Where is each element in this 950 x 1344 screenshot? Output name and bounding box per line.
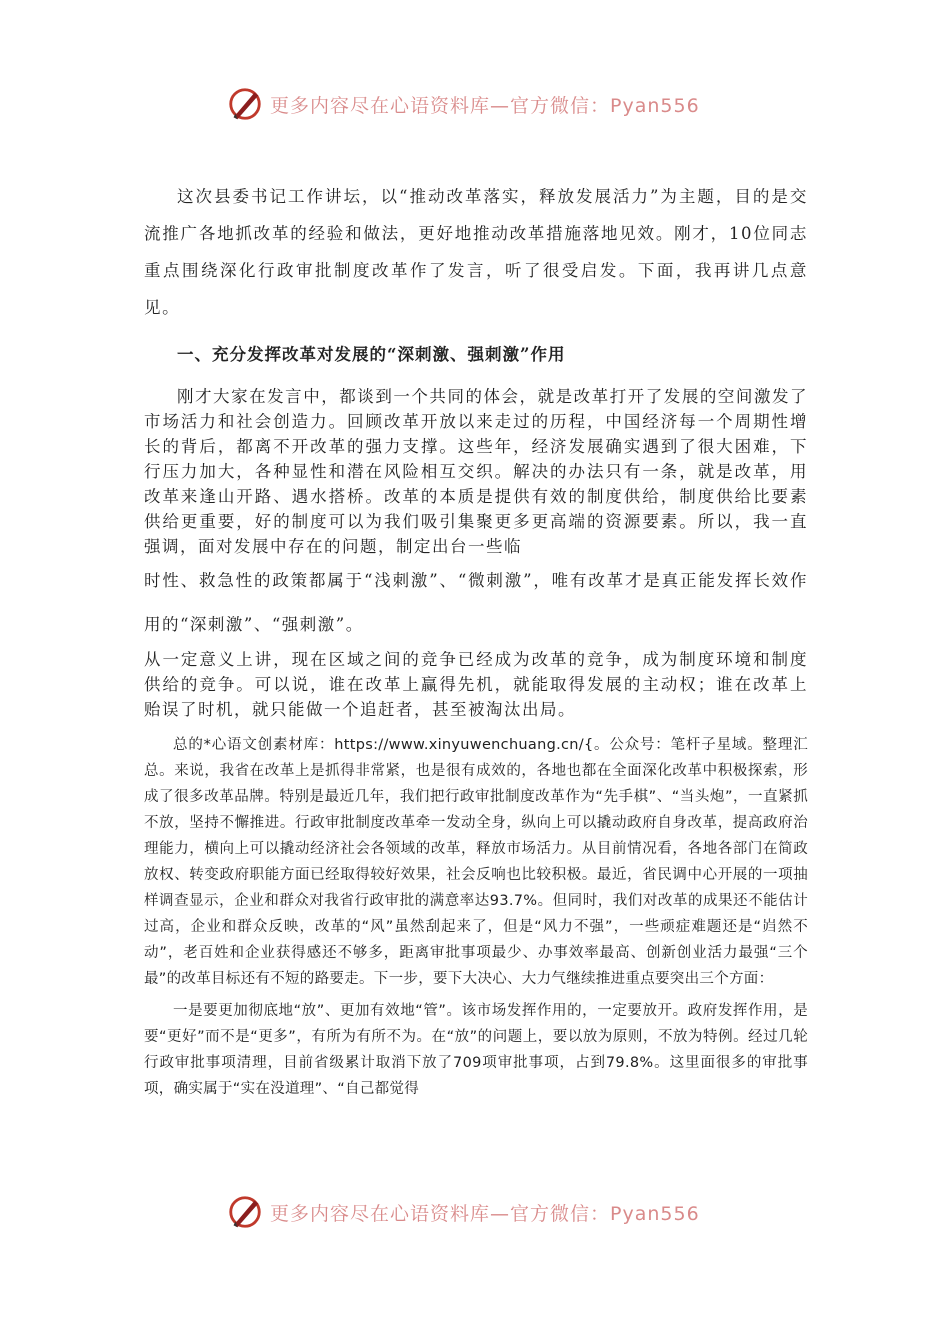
document-body — [144, 178, 808, 1102]
watermark-banner-top — [226, 82, 700, 126]
watermark-banner-bottom — [226, 1190, 700, 1234]
pen-logo-icon — [226, 85, 264, 123]
section-1-heading: 一、充分发挥改革对发展的“深刺激、强刺激”作用 — [177, 345, 566, 364]
section-1-text-a: 刚才大家在发言中，都谈到一个共同的体会，就是改革打开了发展的空间激发了市场活力和社会创造力。回顾改革开放以来走过的历程，中国经济每一个周期性增长的背后，都离不开改革的强力支撑。这些年，经济发展确实遇到了很大困难，下行压力加大，各种显性和潜在风险相互交织。解决的办法只有一条，就是改革，用改革来逢山开路、遇水搭桥。改革的本质是提供有效的制度供给，制度供给比要素供给更重要，好的制度可以为我们吸引集聚更多更高端的资源要素。所以，我一直强调，面对发展中存在的问题，制定出台一些临 — [144, 387, 808, 556]
section-1-paragraph — [144, 384, 808, 722]
section-1-text-c: 从一定意义上讲，现在区域之间的竞争已经成为改革的竞争，成为制度环境和制度供给的竞争。可以说，谁在改革上赢得先机，就能取得发展的主动权；谁在改革上贻误了时机，就只能做一个追赶者，甚至被淘汰出局。 — [144, 650, 808, 719]
watermark-text: 更多内容尽在心语资料库—官方微信：Pyan556 — [270, 1202, 700, 1225]
watermark-text: 更多内容尽在心语资料库—官方微信：Pyan556 — [270, 94, 700, 117]
section-1-text-b: 时性、救急性的政策都属于“浅刺激”、“微刺激”，唯有改革才是真正能发挥长效作用的“深刺激”、“强刺激”。 — [144, 571, 808, 634]
pen-logo-icon — [226, 1193, 264, 1231]
intro-paragraph: 这次县委书记工作讲坛，以“推动改革落实，释放发展活力”为主题，目的是交流推广各地抓改革的经验和做法，更好地推动改革措施落地见效。刚才，10位同志重点围绕深化行政审批制度改革作了发言，听了很受启发。下面，我再讲几点意见。 — [144, 187, 808, 317]
paragraph-2: 总的*心语文创素材库：https://www.xinyuwenchuang.cn/{。公众号：笔杆子星域。整理汇总。来说，我省在改革上是抓得非常紧，也是很有成效的，各地也都在全面深化改革中积极探索，形成了很多改革品牌。特别是最近几年，我们把行政审批制度改革作为“先手棋”、“当头炮”，一直紧抓不放，坚持不懈推进。行政审批制度改革牵一发动全身，纵向上可以撬动政府自身改革，提高政府治理能力，横向上可以撬动经济社会各领域的改革，释放市场活力。从目前情况看，各地各部门在简政放权、转变政府职能方面已经取得较好效果，社会反响也比较积极。最近，省民调中心开展的一项抽样调查显示，企业和群众对我省行政审批的满意率达93.7%。但同时，我们对改革的成果还不能估计过高，企业和群众反映，改革的“风”虽然刮起来了，但是“风力不强”，一些顽症难题还是“岿然不动”，老百姓和企业获得感还不够多，距离审批事项最少、办事效率最高、创新创业活力最强“三个最”的改革目标还有不短的路要走。下一步，要下大决心、大力气继续推进重点要突出三个方面： — [144, 737, 808, 987]
paragraph-3: 一是要更加彻底地“放”、更加有效地“管”。该市场发挥作用的，一定要放开。政府发挥作用，是要“更好”而不是“更多”，有所为有所不为。在“放”的问题上，要以放为原则，不放为特例。经过几轮行政审批事项清理，目前省级累计取消下放了709项审批事项，占到79.8%。这里面很多的审批事项，确实属于“实在没道理”、“自己都觉得 — [144, 1003, 808, 1097]
